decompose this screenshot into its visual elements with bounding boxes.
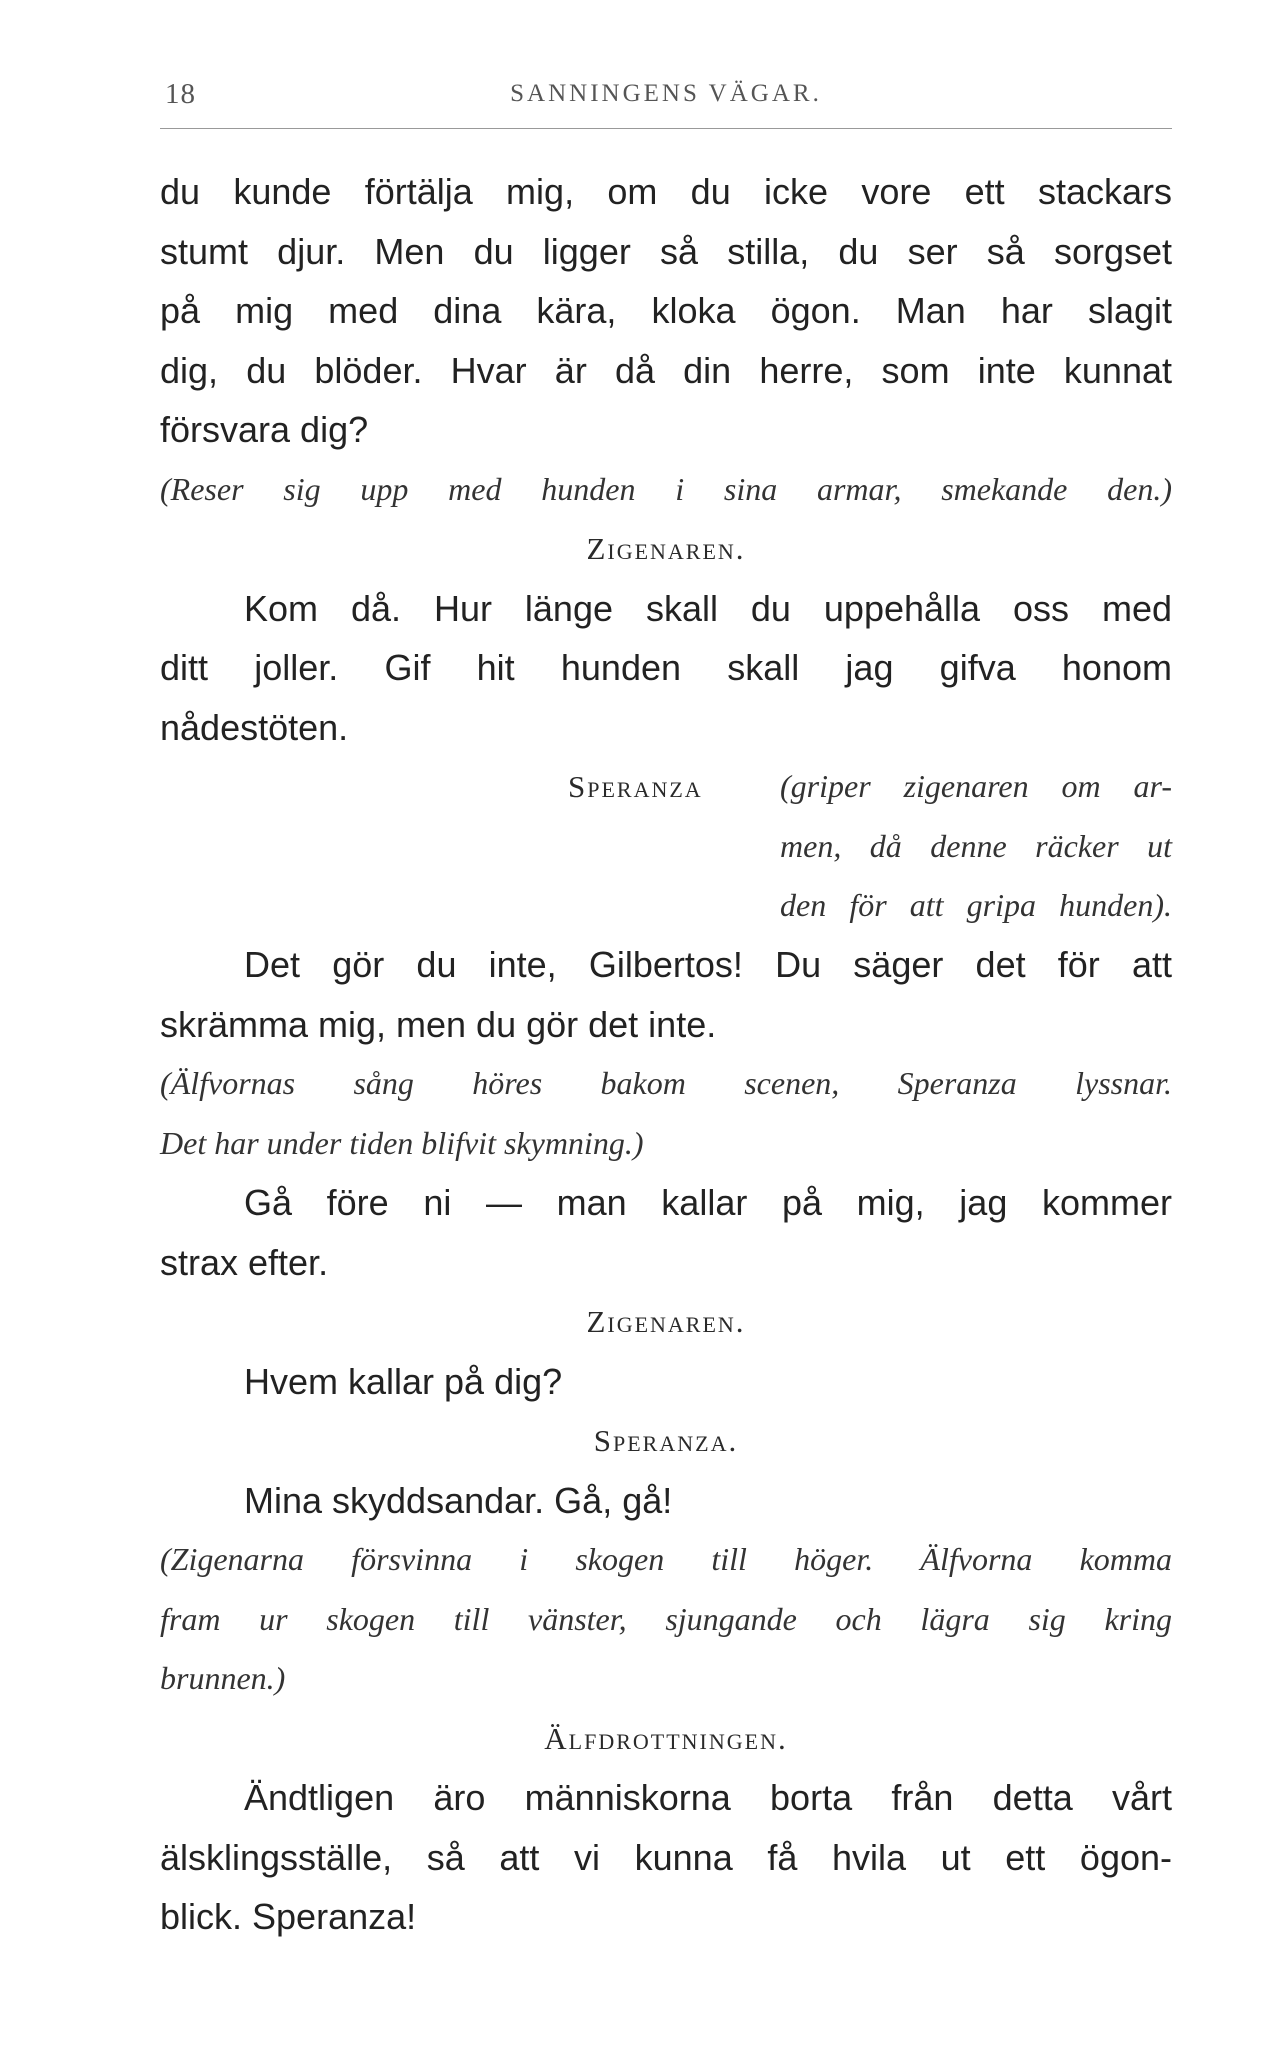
stage-line: den för att gripa hunden). <box>780 887 1172 923</box>
paragraph-6 <box>160 1471 1172 1531</box>
paragraph-5 <box>160 1352 1172 1412</box>
text-line: stumt djur. Men du ligger så stilla, du ser så sorgset <box>160 230 1172 272</box>
speaker-name-speranza: Speranza <box>568 769 703 804</box>
text-line: nådestöten. <box>160 706 349 748</box>
speaker-heading-zigenaren: Zigenaren. <box>586 531 746 566</box>
header-rule <box>160 128 1172 129</box>
stage-line: fram ur skogen till vänster, sjungande och lägra sig kring <box>160 1600 1172 1637</box>
speaker-heading-speranza: Speranza. <box>593 1423 739 1458</box>
stage-line: (Reser sig upp med hunden i sina armar, smekande den.) <box>160 470 1172 507</box>
stage-line: (Älfvornas sång höres bakom scenen, Speranza lyssnar. <box>160 1065 1172 1101</box>
text-line: på mig med dina kära, kloka ögon. Man har slagit <box>160 290 1172 331</box>
stage-line: brunnen.) <box>160 1660 286 1696</box>
text-line: strax efter. <box>160 1241 329 1283</box>
paragraph-1 <box>160 162 1172 460</box>
text-line: blick. Speranza! <box>160 1896 417 1937</box>
page-header <box>160 70 1172 122</box>
stage-direction-2 <box>160 1054 1172 1173</box>
stage-line: Det har under tiden blifvit skymning.) <box>160 1124 644 1161</box>
stage-line: (griper zigenaren om ar- <box>780 768 1172 804</box>
text-line: Mina skyddsandar. Gå, gå! <box>244 1479 673 1521</box>
book-page <box>160 70 1172 1937</box>
text-line: ditt joller. Gif hit hunden skall jag gifva honom <box>160 647 1172 688</box>
text-line: du kunde förtälja mig, om du icke vore ett stackars <box>160 171 1172 212</box>
stage-direction-1 <box>160 460 1172 520</box>
speaker-heading-zigenaren: Zigenaren. <box>586 1304 746 1339</box>
speaker-heading-alfdrottningen: Älfdrottningen. <box>544 1720 788 1756</box>
text-line: älsklingsställe, så att vi kunna få hvila ut ett ögon- <box>160 1836 1172 1878</box>
paragraph-3 <box>160 935 1172 1054</box>
text-line: Ändtligen äro människorna borta från detta vårt <box>244 1777 1172 1818</box>
paragraph-4 <box>160 1173 1172 1292</box>
text-line: Gå före ni — man kallar på mig, jag kommer <box>244 1182 1172 1223</box>
text-line: dig, du blöder. Hvar är då din herre, som inte kunnat <box>160 349 1172 391</box>
stage-line: (Zigenarna försvinna i skogen till höger. Älfvorna komma <box>160 1541 1172 1577</box>
speaker-direction <box>780 757 1172 936</box>
text-line: Hvem kallar på dig? <box>244 1360 563 1402</box>
text-line: skrämma mig, men du gör det inte. <box>160 1003 717 1045</box>
page-text <box>160 162 1172 1947</box>
text-line: Det gör du inte, Gilbertos! Du säger det för att <box>244 944 1172 985</box>
paragraph-2 <box>160 579 1172 758</box>
running-head: SANNINGENS VÄGAR. <box>510 80 822 107</box>
speaker-heading-speranza-with-direction <box>160 757 1172 935</box>
page-number: 18 <box>165 78 196 110</box>
stage-direction-3 <box>160 1530 1172 1709</box>
paragraph-7 <box>160 1768 1172 1947</box>
text-line: försvara dig? <box>160 409 369 450</box>
stage-line: men, då denne räcker ut <box>780 827 1172 864</box>
text-line: Kom då. Hur länge skall du uppehålla oss med <box>244 587 1172 629</box>
